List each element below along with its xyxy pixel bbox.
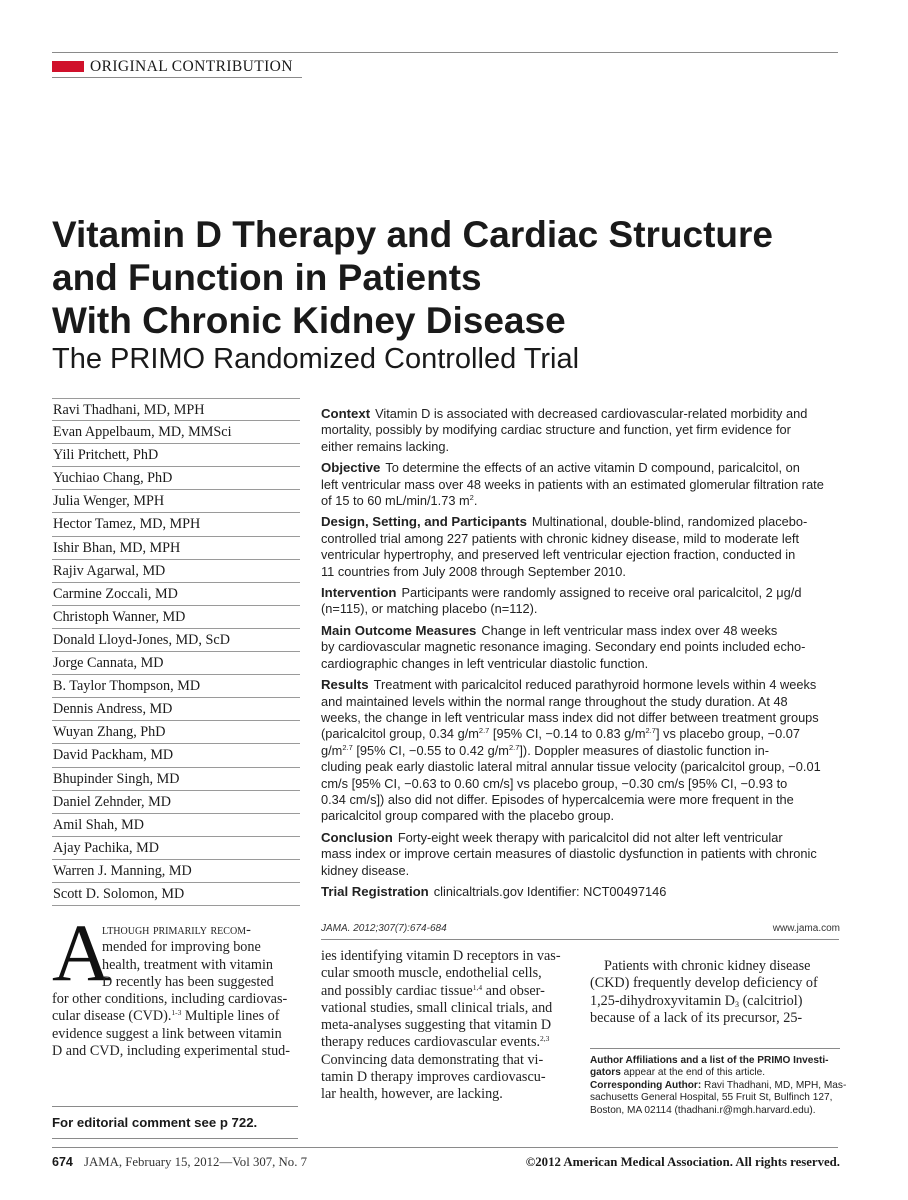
body-text: cular smooth muscle, endothelial cells, xyxy=(321,965,542,982)
abstract-text: mortality, possibly by modifying cardiac structure and function, yet firm evidence for xyxy=(321,422,791,438)
author: B. Taylor Thompson, MD xyxy=(52,675,300,698)
superscript: 2.7 xyxy=(478,726,490,736)
title-line: Vitamin D Therapy and Cardiac Structure xyxy=(52,214,774,255)
editorial-rule-bottom xyxy=(52,1138,298,1139)
title-line: With Chronic Kidney Disease xyxy=(52,300,566,341)
superscript: 2.7 xyxy=(508,742,520,752)
abstract-rule xyxy=(321,939,839,940)
title-line: and Function in Patients xyxy=(52,257,482,298)
author: Jorge Cannata, MD xyxy=(52,652,300,675)
abstract-text: ]). Doppler measures of diastolic function in- xyxy=(519,742,770,758)
author-affiliations xyxy=(590,1055,847,1117)
abstract-text: cardiographic changes in left ventricular diastolic function. xyxy=(321,655,649,671)
abstract-text: left ventricular mass over 48 weeks in patients with an estimated glomerular filtration rate xyxy=(321,476,824,492)
abstract-context xyxy=(321,406,843,455)
body-text: D and CVD, including experimental stud- xyxy=(52,1043,290,1060)
author: Bhupinder Singh, MD xyxy=(52,768,300,791)
superscript: 2.7 xyxy=(342,742,353,752)
abstract-text: Participants were randomly assigned to receive oral paricalcitol, 2 μg/d xyxy=(401,585,802,601)
abstract-text: To determine the effects of an active vitamin D compound, paricalcitol, on xyxy=(385,460,800,476)
abstract-text: [95% CI, −0.14 to 0.83 g/m xyxy=(489,726,646,742)
abstract-heading: Trial Registration xyxy=(321,883,429,899)
body-column-3 xyxy=(590,958,842,1027)
section-label: ORIGINAL CONTRIBUTION xyxy=(90,58,293,75)
editorial-rule-top xyxy=(52,1106,298,1107)
trial-registration-id: clinicaltrials.gov Identifier: NCT00497146 xyxy=(433,883,667,899)
author: Julia Wenger, MPH xyxy=(52,490,300,513)
author: Donald Lloyd-Jones, MD, ScD xyxy=(52,629,300,652)
section-rule xyxy=(52,77,302,78)
author: Warren J. Manning, MD xyxy=(52,860,300,883)
body-line xyxy=(52,922,298,939)
abstract xyxy=(321,406,843,905)
abstract-heading: Intervention xyxy=(321,585,397,601)
abstract-text: g/m xyxy=(321,742,343,758)
body-text: (calcitriol) xyxy=(739,992,803,1009)
author: Rajiv Agarwal, MD xyxy=(52,560,300,583)
abstract-text: by cardiovascular magnetic resonance imaging. Secondary end points included echo- xyxy=(321,639,806,655)
abstract-intervention xyxy=(321,585,843,618)
abstract-text: [95% CI, −0.55 to 0.42 g/m xyxy=(352,742,509,758)
editorial-note: For editorial comment see p 722. xyxy=(52,1115,258,1130)
body-text: Multiple lines of xyxy=(181,1008,280,1025)
drop-cap: A xyxy=(52,907,112,998)
body-text: for other conditions, including cardiovas- xyxy=(52,991,288,1008)
abstract-text: and maintained levels within the normal range throughout the study duration. At 48 xyxy=(321,693,788,709)
abstract-text: (paricalcitol group, 0.34 g/m xyxy=(321,726,479,742)
author: Wuyan Zhang, PhD xyxy=(52,721,300,744)
abstract-text: either remains lacking. xyxy=(321,438,450,454)
body-text: lar health, however, are lacking. xyxy=(321,1086,503,1103)
body-text: vational studies, small clinical trials, and xyxy=(321,999,553,1016)
author: Carmine Zoccali, MD xyxy=(52,583,300,606)
body-text: ies identifying vitamin D receptors in vas- xyxy=(321,948,561,964)
article-title xyxy=(52,213,842,376)
abstract-text: paricalcitol group compared with the placebo group. xyxy=(321,808,615,824)
body-text: D recently has been suggested xyxy=(102,973,274,990)
author: Amil Shah, MD xyxy=(52,814,300,837)
abstract-text: Vitamin D is associated with decreased cardiovascular-related morbidity and xyxy=(375,406,808,421)
body-text: (CKD) frequently develop deficiency of xyxy=(590,975,818,992)
abstract-text: ] vs placebo group, −0.07 xyxy=(655,726,801,742)
abstract-registration xyxy=(321,884,843,900)
abstract-text: Change in left ventricular mass index over 48 weeks xyxy=(481,622,778,638)
body-text: tamin D therapy improves cardiovascu- xyxy=(321,1069,546,1086)
body-text: cular disease (CVD). xyxy=(52,1008,172,1025)
author-list xyxy=(52,398,300,906)
abstract-text: (n=115), or matching placebo (n=112). xyxy=(321,601,538,617)
author: Ishir Bhan, MD, MPH xyxy=(52,537,300,560)
citation: JAMA. 2012;307(7):674-684 xyxy=(321,923,447,934)
subscript: 3 xyxy=(735,999,740,1009)
author: David Packham, MD xyxy=(52,744,300,767)
body-text: meta-analyses suggesting that vitamin D xyxy=(321,1017,552,1034)
affiliations-text: sachusetts General Hospital, 55 Fruit St, Bulfinch 127, xyxy=(590,1092,833,1104)
body-text: health, treatment with vitamin xyxy=(102,956,273,973)
affiliations-text: Ravi Thadhani, MD, MPH, Mas- xyxy=(701,1079,847,1091)
abstract-text: mass index or improve certain measures of diastolic dysfunction in patients with chronic xyxy=(321,846,817,862)
reference-superscript[interactable]: 1-3 xyxy=(171,1008,182,1018)
body-line xyxy=(52,1008,298,1025)
copyright: ©2012 American Medical Association. All rights reserved. xyxy=(525,1155,840,1169)
abstract-heading: Results xyxy=(321,677,369,693)
superscript: 2 xyxy=(469,493,474,503)
author: Yuchiao Chang, PhD xyxy=(52,467,300,490)
body-text: Convincing data demonstrating that vi- xyxy=(321,1051,544,1068)
body-text: because of a lack of its precursor, 25- xyxy=(590,1009,803,1026)
abstract-text: cm/s [95% CI, −0.63 to 0.60 cm/s] vs placebo group, −0.30 cm/s [95% CI, −0.93 to xyxy=(321,775,788,791)
author: Hector Tamez, MD, MPH xyxy=(52,513,300,536)
body-text: and possibly cardiac tissue xyxy=(321,982,473,999)
footer-rule xyxy=(52,1147,838,1148)
abstract-text: 11 countries from July 2008 through September 2010. xyxy=(321,563,626,579)
abstract-text: kidney disease. xyxy=(321,862,410,878)
affiliations-text: gators xyxy=(590,1067,621,1079)
body-line xyxy=(590,993,842,1010)
author: Daniel Zehnder, MD xyxy=(52,791,300,814)
abstract-text: Treatment with paricalcitol reduced parathyroid hormone levels within 4 weeks xyxy=(373,677,817,693)
abstract-heading: Objective xyxy=(321,460,381,476)
abstract-text: cluding peak early diastolic lateral mitral annular tissue velocity (paricalcitol group, −0.01 xyxy=(321,759,821,775)
abstract-conclusion xyxy=(321,830,843,879)
corresponding-author-label: Corresponding Author: xyxy=(590,1079,702,1091)
abstract-text: controlled trial among 227 patients with chronic kidney disease, mild to moderate left xyxy=(321,530,800,546)
reference-superscript[interactable]: 2,3 xyxy=(540,1034,550,1044)
reference-superscript[interactable]: 1,4 xyxy=(472,982,483,992)
author: Ajay Pachika, MD xyxy=(52,837,300,860)
abstract-heading: Design, Setting, and Participants xyxy=(321,514,527,530)
page-number: 674 xyxy=(52,1155,73,1169)
abstract-outcomes xyxy=(321,623,843,672)
abstract-text: 0.34 cm/s]) also did not differ. Episodes of hypercalcemia were more frequent in the xyxy=(321,791,794,807)
abstract-text: of 15 to 60 mL/min/1.73 m xyxy=(321,493,470,509)
body-line xyxy=(321,1034,571,1051)
abstract-heading: Context xyxy=(321,406,371,421)
section-color-bar xyxy=(52,61,84,72)
abstract-objective xyxy=(321,460,843,509)
abstract-text: ventricular hypertrophy, and preserved left ventricular ejection fraction, conducted in xyxy=(321,547,796,563)
superscript: 2.7 xyxy=(645,726,656,736)
abstract-text: . xyxy=(473,493,478,509)
affiliations-text: Boston, MA 02114 (thadhani.r@mgh.harvard.edu). xyxy=(590,1104,816,1116)
author: Scott D. Solomon, MD xyxy=(52,883,300,906)
author: Christoph Wanner, MD xyxy=(52,606,300,629)
author: Yili Pritchett, PhD xyxy=(52,444,300,467)
abstract-design xyxy=(321,514,843,580)
body-text: evidence suggest a link between vitamin xyxy=(52,1025,282,1042)
abstract-heading: Conclusion xyxy=(321,829,393,845)
abstract-heading: Main Outcome Measures xyxy=(321,622,477,638)
top-rule xyxy=(52,52,838,53)
article-subtitle: The PRIMO Randomized Controlled Trial xyxy=(52,343,580,375)
affiliations-text: Author Affiliations and a list of the PRIMO Investi- xyxy=(590,1055,829,1066)
body-text: 1,25-dihydroxyvitamin D xyxy=(590,992,736,1009)
body-column-2 xyxy=(321,948,571,1104)
body-text: mended for improving bone xyxy=(102,939,261,956)
author: Evan Appelbaum, MD, MMSci xyxy=(52,421,300,444)
body-text: lthough primarily recom- xyxy=(102,922,251,938)
affiliations-rule xyxy=(590,1048,840,1049)
body-line xyxy=(321,983,571,1000)
body-text: and obser- xyxy=(482,982,545,999)
abstract-results xyxy=(321,677,843,825)
abstract-text: Multinational, double-blind, randomized placebo- xyxy=(531,514,808,530)
website-link[interactable]: www.jama.com xyxy=(772,923,840,934)
author: Ravi Thadhani, MD, MPH xyxy=(52,398,300,421)
abstract-text: weeks, the change in left ventricular mass index did not differ between treatment groups xyxy=(321,709,819,725)
body-text: Patients with chronic kidney disease xyxy=(604,958,811,974)
author: Dennis Andress, MD xyxy=(52,698,300,721)
body-text: therapy reduces cardiovascular events. xyxy=(321,1034,541,1051)
abstract-text: Forty-eight week therapy with paricalcitol did not alter left ventricular xyxy=(397,829,783,845)
affiliations-text: appear at the end of this article. xyxy=(620,1067,766,1079)
journal-info: JAMA, February 15, 2012—Vol 307, No. 7 xyxy=(84,1155,307,1169)
